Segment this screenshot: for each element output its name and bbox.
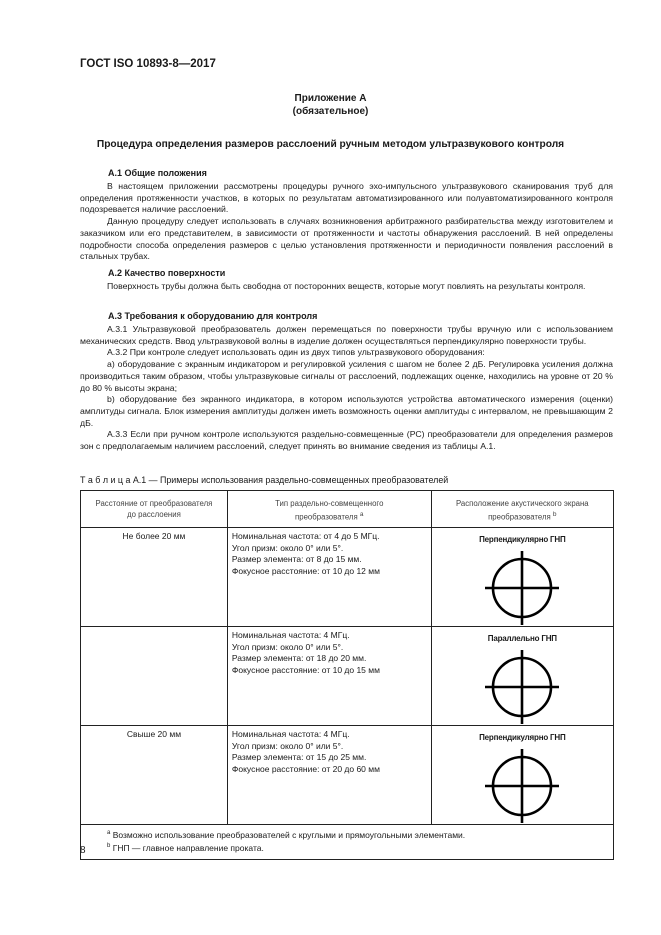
distance-cell bbox=[81, 627, 228, 726]
appendix-heading bbox=[0, 92, 661, 118]
orientation-label: Параллельно ГНП bbox=[487, 634, 557, 643]
paragraph: А.3.1 Ультразвуковой преобразователь должен перемещаться по поверхности трубы вручную или с использованием механических средств. Ввод ультразвуковой волны в изделие должен осуществляться перпендикулярно поверхности трубы. bbox=[80, 324, 613, 346]
table-caption: Т а б л и ц а А.1 — Примеры использования раздельно-совмещенных преобразователей bbox=[80, 475, 449, 485]
orientation-label: Перпендикулярно ГНП bbox=[479, 733, 566, 742]
paragraph: а) оборудование с экранным индикатором и регулировкой усиления с шагом не более 2 дБ. Регулировка усиления должна производиться таким образом, чтобы ультразвуковые сигналы от расслоений, подлежащих оценке, находились на уровне от 20 % до 80 % высоты экрана; bbox=[80, 359, 613, 393]
footnote-ref-a: a bbox=[359, 511, 364, 518]
orientation-cell bbox=[431, 627, 613, 726]
appendix-note: (обязательное) bbox=[292, 106, 369, 117]
section-a3-heading: А.3 Требования к оборудованию для контроля bbox=[108, 311, 318, 321]
footnote-a: $^a$ Возможно использование преобразователей с круглыми и прямоугольными элементами. bbox=[107, 829, 466, 840]
procedure-title: Процедура определения размеров расслоений ручным методом ультразвукового контроля bbox=[96, 139, 565, 150]
table-row bbox=[81, 627, 614, 726]
section-a2-heading: А.2 Качество поверхности bbox=[108, 268, 226, 278]
perpendicular-screen-diagram bbox=[484, 550, 560, 626]
section-a1-body bbox=[80, 181, 613, 263]
header-screen-orientation: Расположение акустического экрана преобразователя $^b$ bbox=[431, 491, 613, 528]
orientation-cell bbox=[431, 528, 613, 627]
table-row bbox=[81, 528, 614, 627]
paragraph: А.3.2 При контроле следует использовать один из двух типов ультразвукового оборудования: bbox=[107, 347, 485, 358]
section-a2-body bbox=[80, 281, 613, 293]
table-footnotes bbox=[81, 825, 614, 860]
paragraph: b) оборудование без экранного индикатора, в котором используются устройства автоматического измерения (оценки) амплитуды сигнала. Блок измерения амплитуды должен иметь возможность оценки амплитуды с интервалом, не превышающим 2 дБ. bbox=[80, 394, 613, 428]
header-transducer-type: Тип раздельно-совмещенного преобразователя $^a$ bbox=[227, 491, 431, 528]
paragraph: Данную процедуру следует использовать в случаях возникновения арбитражного разбирательства между изготовителем и заказчиком или его представителем, в зависимости от протяженности и частоты обнаружения расслоений. В ней определены подробности способа определения размеров с целью установления протяженности и периодичности появления расслоений в стальных трубах. bbox=[80, 216, 613, 262]
parallel-screen-diagram bbox=[484, 649, 560, 725]
table-header-row bbox=[81, 491, 614, 528]
document-header: ГОСТ ISO 10893-8—2017 bbox=[80, 58, 216, 70]
appendix-title: Приложение А bbox=[294, 93, 367, 104]
paragraph: А.3.3 Если при ручном контроле используются раздельно-совмещенные (РС) преобразователи для определения размеров зон с предполагаемым наличием расслоений, следует принять во внимание сведения из таблицы А.1. bbox=[80, 429, 613, 452]
distance-cell: Свыше 20 мм bbox=[81, 726, 228, 825]
footnote-ref-b: b bbox=[552, 511, 557, 518]
paragraph: Поверхность трубы должна быть свободна от посторонних веществ, которые могут повлиять на результаты контроля. bbox=[107, 281, 586, 291]
page-number: 8 bbox=[80, 845, 86, 856]
orientation-cell bbox=[431, 726, 613, 825]
perpendicular-screen-diagram bbox=[484, 748, 560, 824]
spec-cell: Номинальная частота: 4 МГц. Угол призм: около 0° или 5°. Размер элемента: от 15 до 25 мм. Фокусное расстояние: от 20 до 60 мм bbox=[227, 726, 431, 825]
paragraph: В настоящем приложении рассмотрены процедуры ручного эхо-импульсного ультразвукового сканирования труб для определения протяженности участков, в которых по результатам автоматизированного или полуавтоматизированного контроля подозревается наличие расслоений. bbox=[80, 181, 613, 215]
section-a3-body bbox=[80, 324, 613, 453]
section-a1-heading: А.1 Общие положения bbox=[108, 168, 207, 178]
transducer-table bbox=[80, 490, 614, 860]
spec-cell: Номинальная частота: от 4 до 5 МГц. Угол призм: около 0° или 5°. Размер элемента: от 8 до 15 мм. Фокусное расстояние: от 10 до 12 мм bbox=[227, 528, 431, 627]
footnote-b: $^b$ ГНП — главное направление проката. bbox=[107, 843, 264, 854]
orientation-label: Перпендикулярно ГНП bbox=[479, 535, 566, 544]
footnotes-cell bbox=[81, 825, 614, 860]
distance-cell: Не более 20 мм bbox=[81, 528, 228, 627]
table-row bbox=[81, 726, 614, 825]
header-distance: Расстояние от преобразователя до расслоения bbox=[81, 491, 228, 528]
spec-cell: Номинальная частота: 4 МГц. Угол призм: около 0° или 5°. Размер элемента: от 18 до 20 мм. Фокусное расстояние: от 10 до 15 мм bbox=[227, 627, 431, 726]
